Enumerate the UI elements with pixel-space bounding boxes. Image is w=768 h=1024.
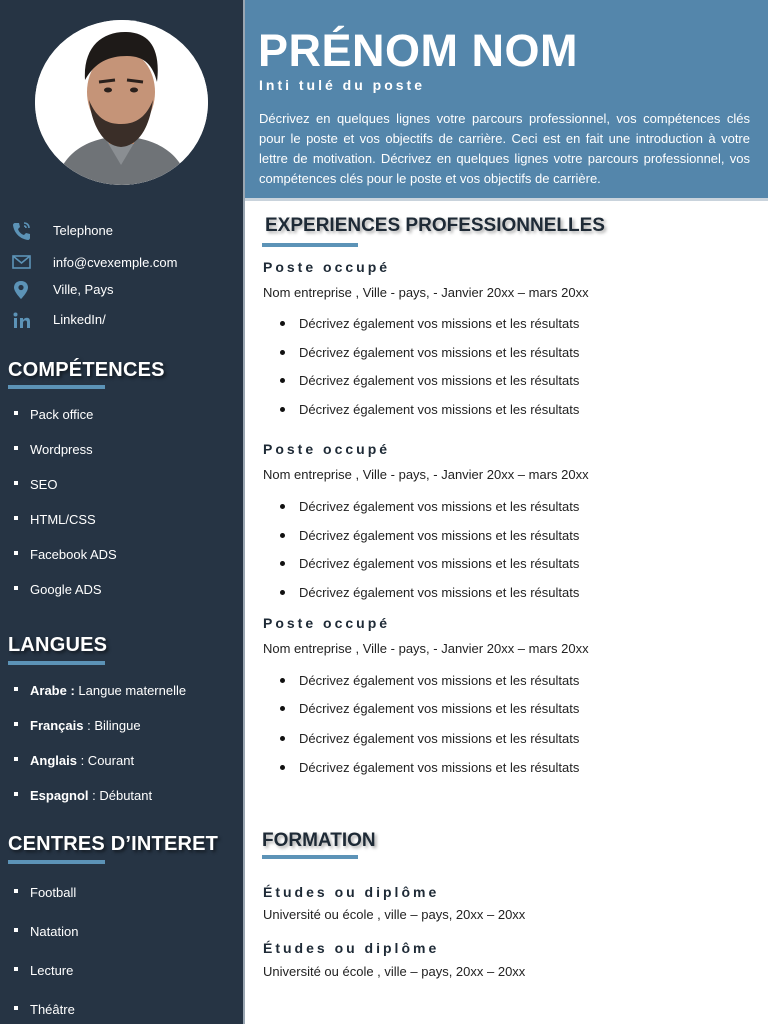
contact-location-text: Ville, Pays — [53, 282, 114, 297]
job-task — [263, 584, 743, 604]
interests-underline — [8, 860, 105, 864]
bullet-icon — [14, 551, 18, 555]
interest-label: Théâtre — [30, 1002, 75, 1017]
task-text: Décrivez également vos missions et les résultats — [299, 528, 580, 543]
job-task — [263, 315, 743, 335]
bullet-icon — [280, 407, 285, 412]
education-school: Université ou école , ville – pays, 20xx – 20xx — [263, 907, 526, 922]
interest-label: Natation — [30, 924, 79, 939]
skill-item — [0, 545, 243, 567]
mail-icon — [11, 253, 33, 273]
job-task — [263, 344, 743, 364]
bullet-icon — [280, 736, 285, 741]
linkedin-icon — [11, 310, 33, 330]
language-name: Anglais — [30, 753, 77, 768]
bullet-icon — [280, 378, 285, 383]
task-text: Décrivez également vos missions et les résultats — [299, 673, 580, 688]
task-text: Décrivez également vos missions et les résultats — [299, 556, 580, 571]
languages-heading: LANGUES — [8, 634, 108, 656]
intro-paragraph: Décrivez en quelques lignes votre parcours professionnel, vos compétences clés pour le poste et vos objectifs de carrière. Ceci est en fait une introduction à votre lettre de motivation. Décrivez en quelques lignes votre parcours professionnel, vos compétences clés pour le poste et vos objectifs de carrière. — [259, 111, 750, 186]
skill-label: Google ADS — [30, 582, 102, 597]
language-item — [0, 751, 243, 773]
skill-label: HTML/CSS — [30, 512, 96, 527]
language-name: Français — [30, 718, 84, 733]
profile-photo — [35, 20, 208, 185]
job-task — [263, 700, 743, 720]
interest-item — [0, 922, 243, 944]
bullet-icon — [14, 792, 18, 796]
bullet-icon — [14, 687, 18, 691]
bullet-icon — [280, 706, 285, 711]
header-bottom-line — [245, 198, 768, 201]
task-text: Décrivez également vos missions et les résultats — [299, 499, 580, 514]
languages-underline — [8, 661, 105, 665]
skill-item — [0, 510, 243, 532]
education-school: Université ou école , ville – pays, 20xx – 20xx — [263, 964, 526, 979]
contact-phone — [0, 219, 243, 243]
skills-underline — [8, 385, 105, 389]
skills-heading: COMPÉTENCES — [8, 359, 165, 381]
education-degree: Études ou diplôme — [263, 884, 440, 900]
job-task — [263, 730, 743, 750]
interests-heading: CENTRES D’INTERET — [8, 833, 219, 855]
task-text: Décrivez également vos missions et les résultats — [299, 585, 580, 600]
interest-label: Lecture — [30, 963, 74, 978]
task-text: Décrivez également vos missions et les résultats — [299, 316, 580, 331]
contact-email-text[interactable]: info@cvexemple.com — [53, 255, 178, 270]
task-text: Décrivez également vos missions et les résultats — [299, 373, 580, 388]
job-task — [263, 759, 743, 779]
task-text: Décrivez également vos missions et les résultats — [299, 731, 580, 746]
job-task — [263, 372, 743, 392]
job-task — [263, 555, 743, 575]
contact-email[interactable] — [0, 251, 243, 275]
bullet-icon — [280, 765, 285, 770]
language-level: : Débutant — [88, 788, 153, 803]
language-text — [30, 753, 134, 768]
job-task — [263, 527, 743, 547]
bullet-icon — [280, 678, 285, 683]
task-text: Décrivez également vos missions et les résultats — [299, 760, 580, 775]
bullet-icon — [14, 967, 18, 971]
bullet-icon — [14, 516, 18, 520]
education-heading: FORMATION — [262, 830, 376, 851]
interest-item — [0, 1000, 243, 1022]
job-company-dates: Nom entreprise , Ville - pays, - Janvier 20xx – mars 20xx — [263, 285, 589, 300]
language-item — [0, 716, 243, 738]
language-name: Espagnol — [30, 788, 89, 803]
bullet-icon — [280, 350, 285, 355]
experience-heading: EXPERIENCES PROFESSIONNELLES — [265, 215, 605, 236]
job-position: Poste occupé — [263, 259, 391, 275]
bullet-icon — [14, 928, 18, 932]
task-text: Décrivez également vos missions et les résultats — [299, 345, 580, 360]
language-text — [30, 788, 152, 803]
contact-linkedin[interactable] — [0, 308, 243, 332]
language-text — [30, 718, 141, 733]
bullet-icon — [14, 722, 18, 726]
bullet-icon — [280, 533, 285, 538]
bullet-icon — [14, 481, 18, 485]
skill-label: Pack office — [30, 407, 94, 422]
skill-label: SEO — [30, 477, 58, 492]
bullet-icon — [14, 889, 18, 893]
language-level: : Bilingue — [83, 718, 141, 733]
skill-label: Facebook ADS — [30, 547, 117, 562]
task-text: Décrivez également vos missions et les résultats — [299, 701, 580, 716]
language-item — [0, 681, 243, 703]
location-pin-icon — [11, 280, 33, 300]
bullet-icon — [280, 561, 285, 566]
language-text — [30, 683, 186, 698]
sidebar — [0, 0, 243, 1024]
skill-item — [0, 580, 243, 602]
bullet-icon — [14, 411, 18, 415]
education-underline — [262, 855, 358, 859]
bullet-icon — [280, 321, 285, 326]
bullet-icon — [14, 757, 18, 761]
interest-label: Football — [30, 885, 77, 900]
job-position: Poste occupé — [263, 441, 391, 457]
bullet-icon — [14, 1006, 18, 1010]
interest-item — [0, 961, 243, 983]
skill-item — [0, 475, 243, 497]
interest-item — [0, 883, 243, 905]
contact-phone-text: Telephone — [53, 223, 113, 238]
phone-icon — [11, 221, 33, 241]
education-degree: Études ou diplôme — [263, 940, 440, 956]
experience-underline — [262, 243, 358, 247]
contact-linkedin-text[interactable]: LinkedIn/ — [53, 312, 106, 327]
skill-label: Wordpress — [30, 442, 93, 457]
language-level: : Courant — [76, 753, 135, 768]
bullet-icon — [14, 586, 18, 590]
task-text: Décrivez également vos missions et les résultats — [299, 402, 580, 417]
job-task — [263, 498, 743, 518]
bullet-icon — [14, 446, 18, 450]
bullet-icon — [280, 504, 285, 509]
language-name: Arabe : — [30, 683, 75, 698]
job-company-dates: Nom entreprise , Ville - pays, - Janvier 20xx – mars 20xx — [263, 641, 589, 656]
job-task — [263, 672, 743, 692]
job-company-dates: Nom entreprise , Ville - pays, - Janvier 20xx – mars 20xx — [263, 467, 589, 482]
skill-item — [0, 405, 243, 427]
job-title: Inti tulé du poste — [259, 77, 425, 93]
language-item — [0, 786, 243, 808]
job-task — [263, 401, 743, 421]
contact-location — [0, 278, 243, 302]
bullet-icon — [280, 590, 285, 595]
skill-item — [0, 440, 243, 462]
language-level: Langue maternelle — [74, 683, 187, 698]
job-position: Poste occupé — [263, 615, 391, 631]
full-name: PRÉNOM NOM — [258, 25, 578, 76]
